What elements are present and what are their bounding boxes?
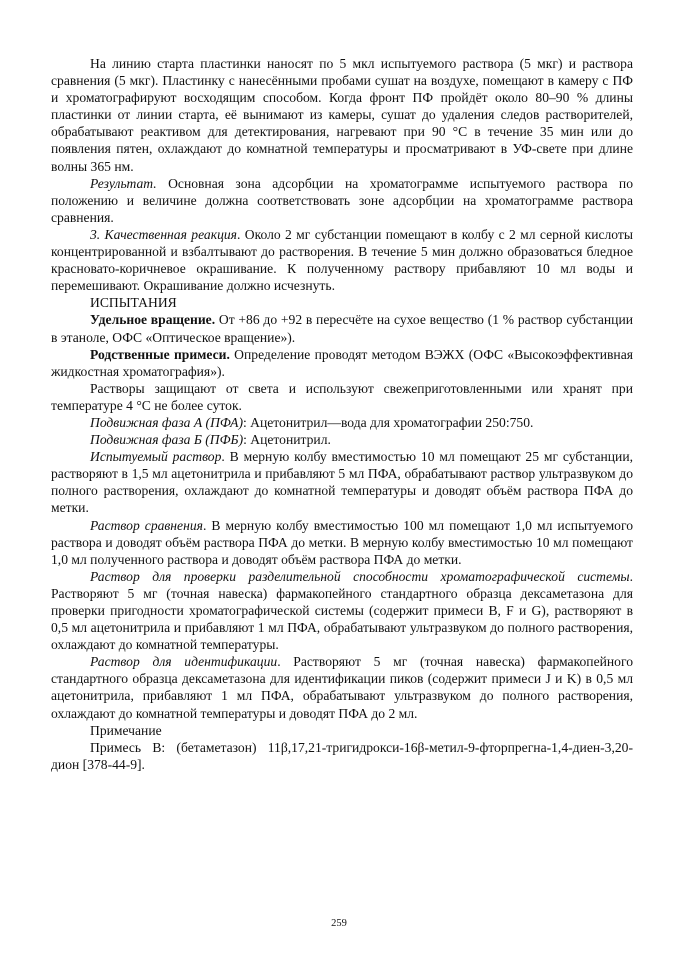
paragraph [51,346,633,380]
text-run: . В мерную колбу вместимостью 10 мл помещают 25 мг субстанции, растворяют в 1,5 мл ацетонитрила и прибавляют 5 мл ПФА, обрабатывают раствор ультразвуком до полного растворения, охлаждают до комнатной температуры и доводят объём раствора ПФА до метки. [51,449,633,516]
text-run: На линию старта пластинки наносят по 5 мкл испытуемого раствора (5 мкг) и раствора сравнения (5 мкг). Пластинку с нанесёнными пробами сушат на воздухе, помещают в камеру с ПФ и хроматографируют восходящим способом. Когда фронт ПФ пройдёт около 80–90 % длины пластинки от линии старта, её вынимают из камеры, сушат до удаления следов растворителей, обрабатывают реактивом для детектирования, нагревают при 90 °С в течение 35 мин или до появления пятен, охлаждают до комнатной температуры и просматривают в УФ-свете при длине волны 365 нм. [51,56,633,174]
paragraph [51,226,633,294]
paragraph [51,517,633,568]
text-run: . Растворяют 5 мг (точная навеска) фармакопейного стандартного образца дексаметазона для проверки пригодности хроматографической системы (содержит примеси B, F и G), растворяют в 0,5 мл ацетонитрила и прибавляют 1 мл ПФА, обрабатывают ультразвуком до полного растворения, охлаждают до комнатной температуры. [51,568,633,653]
paragraph [51,653,633,721]
section-heading [51,294,633,311]
paragraph [51,55,633,175]
paragraph [51,431,633,448]
section-heading [51,722,633,739]
text-run: Растворы защищают от света и используют свежеприготовленными или хранят при температуре 4 °С не более суток. [51,380,633,413]
text-run: Основная зона адсорбции на хроматограмме испытуемого раствора по положению и величине должна соответствовать зоне адсорбции на хроматограмме раствора сравнения. [51,175,633,225]
bold-run: Родственные примеси. [90,346,230,362]
text-run: Примесь B: (бетаметазон) 11β,17,21-тригидрокси-16β-метил-9-фторпрегна-1,4-диен-3,20-дион [378-44-9]. [51,739,633,772]
text-run: От +86 до +92 в пересчёте на сухое вещество (1 % раствор субстанции в этаноле, ОФС «Оптическое вращение»). [51,312,634,345]
italic-run: Раствор для проверки разделительной способности хроматографической системы [90,568,630,584]
italic-run: Испытуемый раствор [90,449,222,465]
italic-run: Результат. [90,175,157,191]
paragraph [51,380,633,414]
bold-run: Удельное вращение. [90,312,216,328]
italic-run: Раствор сравнения [90,517,203,533]
paragraph [51,414,633,431]
paragraph [51,175,633,226]
italic-run: Подвижная фаза Б (ПФБ) [90,432,244,448]
document-body [51,55,633,773]
italic-run: Раствор для идентификации [90,654,278,670]
italic-run: Подвижная фаза А (ПФА) [90,414,243,430]
paragraph [51,739,633,773]
text-run: . Около 2 мг субстанции помещают в колбу с 2 мл серной кислоты концентрированной и взбалтывают до растворения. В течение 5 мин должно образоваться бледное красновато-коричневое окрашивание. К полученному раствору прибавляют 10 мл воды и перемешивают. Окрашивание должно исчезнуть. [51,226,633,294]
text-run: . В мерную колбу вместимостью 100 мл помещают 1,0 мл испытуемого раствора и доводят объём раствора ПФА до метки. В мерную колбу вместимостью 10 мл помещают 1,0 мл полученного раствора и доводят объём раствора ПФА до метки. [51,517,633,567]
text-run: Примечание [90,722,162,738]
text-run: : Ацетонитрил. [243,432,331,448]
text-run: Определение проводят методом ВЭЖХ (ОФС «Высокоэффективная жидкостная хроматография»). [51,346,633,379]
italic-run: 3. Качественная реакция [90,226,237,242]
paragraph [51,448,633,516]
paragraph [51,311,633,345]
text-run: ИСПЫТАНИЯ [90,295,177,311]
page-number: 259 [331,918,347,929]
text-run: : Ацетонитрил—вода для хроматографии 250:750. [243,414,534,430]
text-run: . Растворяют 5 мг (точная навеска) фармакопейного стандартного образца дексаметазона для идентификации пиков (содержит примеси J и K) в 0,5 мл ацетонитрила, прибавляют 1 мл ПФА, обрабатывают ультразвуком до полного растворения, охлаждают до комнатной температуры и доводят ПФА до 2 мл. [51,654,633,721]
paragraph [51,568,633,653]
